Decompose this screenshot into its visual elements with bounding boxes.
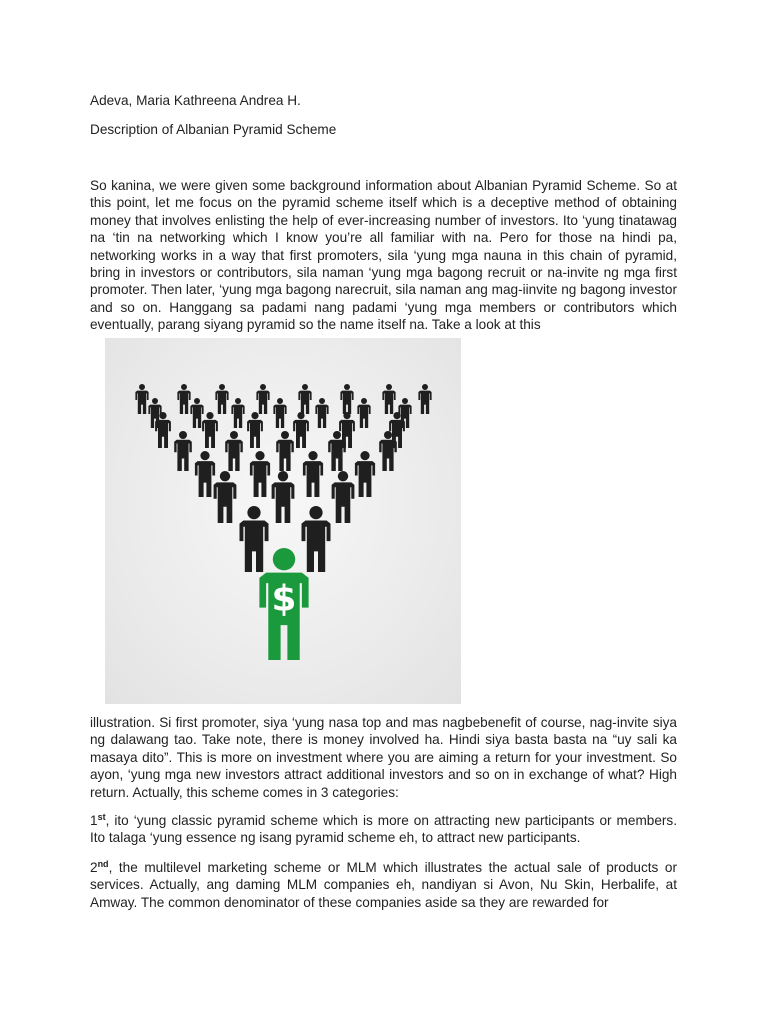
category-1-text: , ito ‘yung classic pyramid scheme which is more on attracting new participants or members. Ito talaga ‘yung essence ng isang pyramid scheme eh, to attract new participants. [90, 813, 677, 846]
person-figure [302, 506, 331, 572]
person-figure [418, 384, 431, 414]
person-figure [190, 398, 203, 428]
person-figure [340, 384, 353, 414]
person-figure [382, 384, 395, 414]
person-figure [174, 431, 192, 471]
category-2-text: , the multilevel marketing scheme or MLM which illustrates the actual sale of products or services. Actually, ang daming MLM companies eh, nandiyan si Avon, Nu Skin, Herbalife, at Amway. The common denominator of these companies aside sa they are rewarded for [90, 860, 677, 910]
illustration-paragraph: illustration. Si first promoter, siya ‘yung nasa top and mas nagbebenefit of course, nag-invite siya ng dalawang tao. Take note, there is money involved ha. Hindi siya basta basta na “uy sali ka masaya dito”. This is more on investment where you are aiming a return for your investment. So ayon, ‘yung mga new investors attract additional investors and so on in exchange of what? High return. Actually, this scheme comes in 3 categories: [90, 715, 677, 800]
category-1-suffix: st [97, 812, 106, 822]
person-figure [357, 398, 370, 428]
person-figure [135, 384, 148, 414]
person-figure [298, 384, 311, 414]
person-figure [315, 398, 328, 428]
person-figure [202, 412, 218, 448]
person-figure [273, 398, 286, 428]
person-figure [231, 398, 244, 428]
person-figure [332, 471, 355, 523]
person-figure [214, 471, 237, 523]
category-2-paragraph [90, 859, 677, 911]
category-1-paragraph [90, 812, 677, 847]
document-title: Description of Albanian Pyramid Scheme [90, 122, 337, 137]
person-figure [276, 431, 294, 471]
category-2-suffix: nd [97, 859, 109, 869]
person-figure [240, 506, 269, 572]
intro-paragraph: So kanina, we were given some background information about Albanian Pyramid Scheme. So at this point, let me focus on the pyramid scheme itself which is a deceptive method of obtaining money that involves enlisting the help of ever-increasing number of investors. Ito ‘yung tinatawag na ‘tin na networking which I know you’re all familiar with na. Pero for those na hindi pa, networking works in a way that first promoters, sila ‘yung mga nauna in this chain of pyramid, bring in investors or contributors, sila naman ‘yung mga bagong recruit or na-invite ng mga first promoter. Then later, ‘yung mga bagong narecruit, sila naman ang mag-iinvite ng bagong investor and so on. Hanggang sa padami nang padami ‘yung mga members or contributors which eventually, parang siyang pyramid so the name itself na. Take a look at this [90, 178, 677, 333]
person-figure [250, 451, 270, 497]
person-figure [247, 412, 263, 448]
person-figure [195, 451, 215, 497]
pyramid-illustration [105, 338, 461, 704]
person-figure [293, 412, 309, 448]
dollar-sign-icon: $ [271, 578, 297, 620]
person-figure [256, 384, 269, 414]
person-figure [177, 384, 190, 414]
person-figure [272, 471, 295, 523]
person-figure [215, 384, 228, 414]
category-2-number: 2 [90, 860, 98, 875]
category-1-number: 1 [90, 813, 98, 828]
top-promoter-figure [259, 548, 308, 660]
person-figure [225, 431, 243, 471]
pyramid-people-icon [105, 338, 461, 704]
person-figure [303, 451, 323, 497]
author-name: Adeva, Maria Kathreena Andrea H. [90, 93, 301, 108]
person-figure [355, 451, 375, 497]
